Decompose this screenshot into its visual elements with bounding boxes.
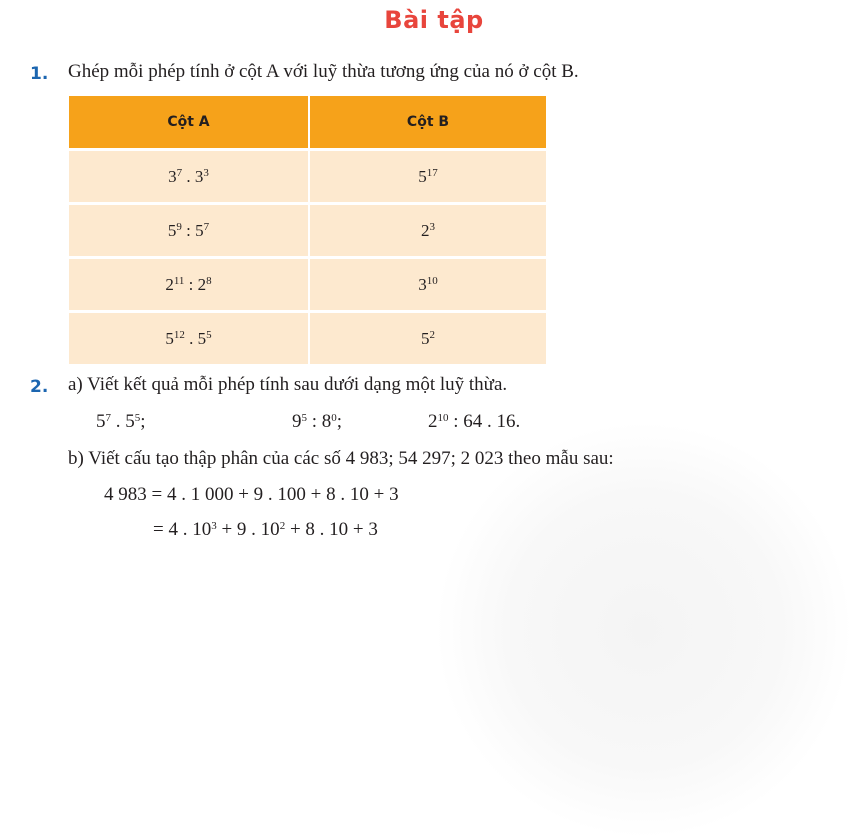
column-b-cell: $5^2$ xyxy=(309,312,546,365)
table-row xyxy=(69,258,546,312)
table-row xyxy=(69,312,546,365)
table-row xyxy=(69,150,546,204)
question-1-number: 1. xyxy=(30,64,49,84)
background-watermark xyxy=(434,420,854,840)
column-b-cell: $3^{10}$ xyxy=(309,258,546,312)
table-header-row xyxy=(69,96,546,150)
expression-1: $5^7$ . $5^5$; xyxy=(96,411,146,432)
question-1-text: Ghép mỗi phép tính ở cột A với luỹ thừa tương ứng của nó ở cột B. xyxy=(68,61,579,82)
expression-2: $9^5$ : $8^0$; xyxy=(292,411,343,432)
column-a-header: Cột A xyxy=(69,96,309,150)
column-b-cell: $5^{17}$ xyxy=(309,150,546,204)
example-line-2: = 4 . $10^3 + 9$ . $10^2 + 8$ . 10 + 3 xyxy=(153,519,378,540)
table-row xyxy=(69,204,546,258)
expression-3: $2^{10}$ : 64 . 16. xyxy=(428,411,521,432)
matching-table xyxy=(69,96,546,364)
example-line-1: 4 983 = 4 . 1 000 + 9 . 100 + 8 . 10 + 3 xyxy=(104,484,399,505)
question-2-number: 2. xyxy=(30,377,49,397)
column-a-cell: $2^{11}$ : $2^8$ xyxy=(69,258,309,312)
page-title: Bài tập xyxy=(384,6,484,34)
question-2b-text: b) Viết cấu tạo thập phân của các số 4 983; 54 297; 2 023 theo mẫu sau: xyxy=(68,448,614,469)
column-a-cell: $5^{12}$ . $5^5$ xyxy=(69,312,309,365)
column-a-cell: $3^7$ . $3^3$ xyxy=(69,150,309,204)
column-b-header: Cột B xyxy=(309,96,546,150)
question-2a-text: a) Viết kết quả mỗi phép tính sau dưới dạng một luỹ thừa. xyxy=(68,374,508,395)
column-a-cell: $5^9$ : $5^7$ xyxy=(69,204,309,258)
column-b-cell: $2^3$ xyxy=(309,204,546,258)
